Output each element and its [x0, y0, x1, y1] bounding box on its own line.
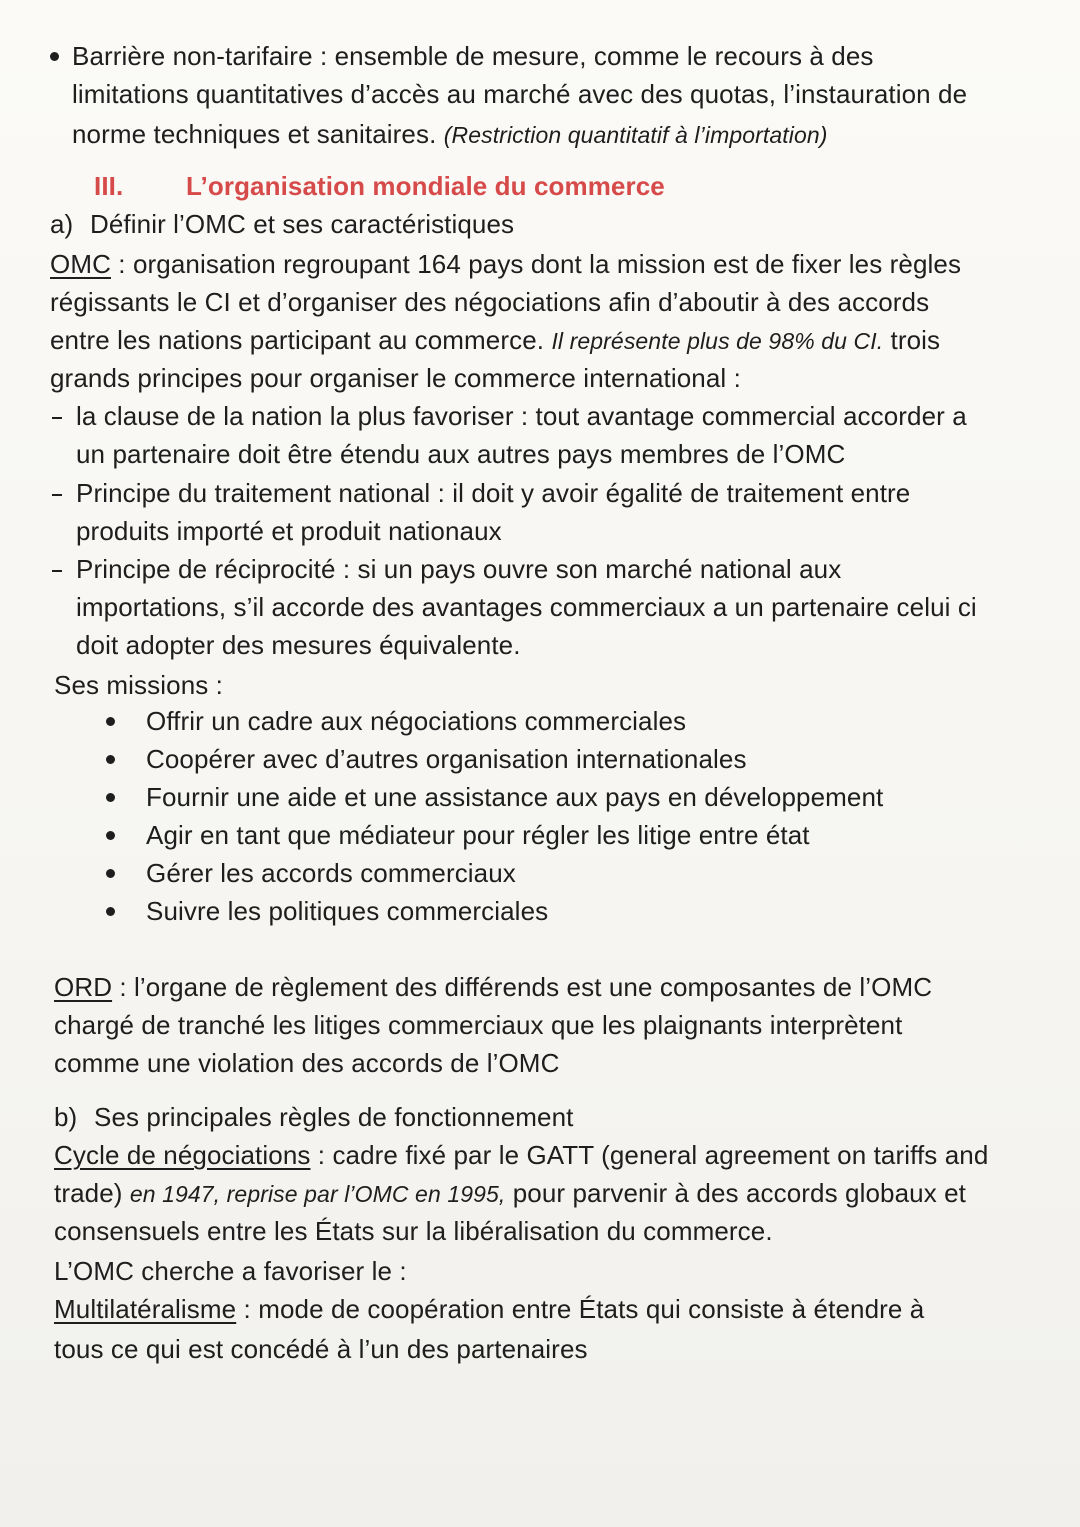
mission-item: Coopérer avec d’autres organisation internationales — [146, 744, 747, 774]
omc-line3-italic: Il représente plus de 98% du CI. — [551, 328, 884, 354]
cycle-line1 — [54, 1137, 988, 1173]
top-bullet-line2: limitations quantitatives d’accès au marché avec des quotas, l’instauration de — [72, 79, 968, 109]
dash-icon — [52, 417, 62, 419]
top-bullet-line3 — [72, 116, 828, 153]
ord-line2: chargé de tranché les litiges commerciaux que les plaignants interprètent — [54, 1010, 903, 1040]
top-bullet-line1: Barrière non-tarifaire : ensemble de mesure, comme le recours à des — [72, 41, 874, 71]
section-title: L’organisation mondiale du commerce — [186, 171, 665, 201]
bullet-icon — [106, 907, 115, 916]
sub-a-title: Définir l’OMC et ses caractéristiques — [90, 209, 515, 239]
multi-line1 — [54, 1291, 924, 1327]
principe-1-line1: la clause de la nation la plus favoriser : tout avantage commercial accorder a — [76, 401, 967, 431]
cycle-term: Cycle de négociations — [54, 1140, 311, 1170]
principe-3-line3: doit adopter des mesures équivalente. — [76, 630, 521, 660]
mission-item: Gérer les accords commerciaux — [146, 858, 516, 888]
cycle-line3: consensuels entre les États sur la libéralisation du commerce. — [54, 1216, 773, 1246]
omc-line3-text: entre les nations participant au commerce. — [50, 325, 552, 355]
cycle-line2-italic: en 1947, reprise par l’OMC en 1995, — [129, 1181, 506, 1207]
sub-b-label: b) — [54, 1102, 78, 1132]
omc-line1-text: : organisation regroupant 164 pays dont la mission est de fixer les règles — [110, 249, 962, 279]
cycle-line1-text: : cadre fixé par le GATT (general agreement on tariffs and — [310, 1140, 989, 1170]
omc-line1 — [50, 246, 961, 282]
top-bullet-line3-italic: (Restriction quantitatif à l’importation) — [443, 122, 828, 148]
mission-item: Agir en tant que médiateur pour régler les litige entre état — [146, 820, 810, 850]
cycle-line2-text: trade) — [54, 1178, 130, 1208]
principe-2-line1: Principe du traitement national : il doit y avoir égalité de traitement entre — [76, 478, 911, 508]
mission-item: Fournir une aide et une assistance aux pays en développement — [146, 782, 884, 812]
principe-1-line2: un partenaire doit être étendu aux autres pays membres de l’OMC — [76, 439, 846, 469]
principe-2-line2: produits importé et produit nationaux — [76, 516, 502, 546]
omc-term: OMC — [50, 249, 111, 279]
sub-a-label: a) — [50, 209, 74, 239]
dash-icon — [52, 494, 62, 496]
bullet-icon — [106, 831, 115, 840]
multi-line1-text: : mode de coopération entre États qui consiste à étendre à — [236, 1294, 925, 1324]
mission-item: Offrir un cadre aux négociations commerciales — [146, 706, 687, 736]
omc-line2: régissants le CI et d’organiser des négociations afin d’aboutir à des accords — [50, 287, 930, 317]
ord-term: ORD — [54, 972, 113, 1002]
principe-3-line1: Principe de réciprocité : si un pays ouvre son marché national aux — [76, 554, 842, 584]
multi-line2: tous ce qui est concédé à l’un des partenaires — [54, 1334, 588, 1364]
bullet-icon — [106, 717, 115, 726]
omc-line3 — [50, 322, 940, 359]
bullet-icon — [50, 52, 59, 61]
omc-line3-end: trois — [883, 325, 941, 355]
multi-term: Multilatéralisme — [54, 1294, 237, 1324]
missions-title: Ses missions : — [54, 670, 224, 700]
cycle-line4: L’OMC cherche a favoriser le : — [54, 1256, 407, 1286]
bullet-icon — [106, 869, 115, 878]
bullet-icon — [106, 793, 115, 802]
cycle-line2 — [54, 1175, 966, 1212]
bullet-icon — [106, 755, 115, 764]
top-bullet-line3-text: norme techniques et sanitaires. — [72, 119, 444, 149]
mission-item: Suivre les politiques commerciales — [146, 896, 549, 926]
ord-line1-text: : l’organe de règlement des différends est une composantes de l’OMC — [112, 972, 933, 1002]
principe-3-line2: importations, s’il accorde des avantages commerciaux a un partenaire celui ci — [76, 592, 977, 622]
ord-line1 — [54, 969, 932, 1005]
section-numeral: III. — [94, 171, 124, 201]
cycle-line2-end: pour parvenir à des accords globaux et — [505, 1178, 967, 1208]
sub-b-title: Ses principales règles de fonctionnement — [94, 1102, 574, 1132]
omc-line4: grands principes pour organiser le commerce international : — [50, 363, 741, 393]
ord-line3: comme une violation des accords de l’OMC — [54, 1048, 560, 1078]
dash-icon — [52, 570, 62, 572]
